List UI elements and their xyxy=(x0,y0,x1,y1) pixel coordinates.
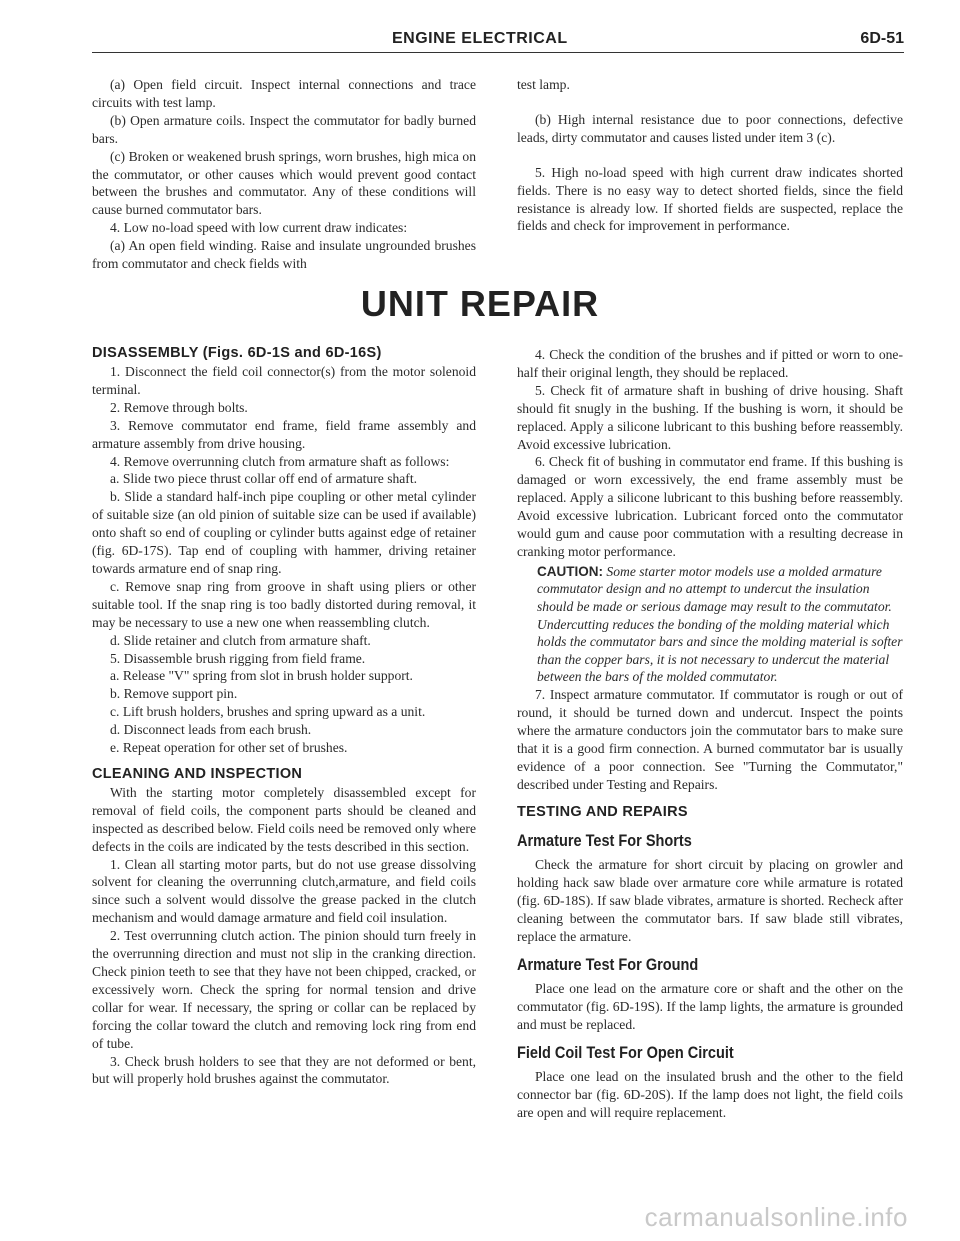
paragraph: b. Remove support pin. xyxy=(110,686,238,702)
top-right-column xyxy=(517,76,903,235)
disassembly-heading: DISASSEMBLY (Figs. 6D-1S and 6D-16S) xyxy=(92,345,382,361)
paragraph: 1. Disconnect the field coil connector(s) from the motor solenoid terminal. xyxy=(92,364,476,397)
paragraph: 5. Disassemble brush rigging from field frame. xyxy=(110,650,366,666)
paragraph: 4. Low no-load speed with low current draw indicates: xyxy=(110,220,408,236)
header-title: ENGINE ELECTRICAL xyxy=(392,30,568,47)
caution-note xyxy=(537,563,903,686)
paragraph: (b) Open armature coils. Inspect the commutator for badly burned bars. xyxy=(92,112,476,146)
paragraph: d. Disconnect leads from each brush. xyxy=(110,722,312,738)
page-header xyxy=(92,30,904,53)
testing-heading: TESTING AND REPAIRS xyxy=(517,804,688,821)
shorts-heading: Armature Test For Shorts xyxy=(517,832,692,851)
paragraph: 5. Check fit of armature shaft in bushing of drive housing. Shaft should fit snugly in the bushing. If the bushing is worn, it should be replaced. Apply a silicone lubricant to this bushing before reassembly. Avoid excessive lubrication. xyxy=(517,382,903,452)
lower-right-column xyxy=(517,346,903,1121)
paragraph: (a) Open field circuit. Inspect internal connections and trace circuits with test lamp. xyxy=(92,77,476,110)
section-title: UNIT REPAIR xyxy=(360,283,600,324)
paragraph: a. Release "V" spring from slot in brush holder support. xyxy=(110,668,413,684)
paragraph: Place one lead on the armature core or shaft and the other on the commutator (fig. 6D-19S). If the lamp lights, the armature is grounded and must be replaced. xyxy=(517,981,903,1032)
watermark: carmanualsonline.info xyxy=(644,1202,908,1232)
paragraph: Check the armature for short circuit by placing on growler and holding hack saw blade over armature core while armature is rotated (fig. 6D-18S). If saw blade vibrates, armature is shorted. Recheck after cleaning between the commutator bars. If saw blade still vibrates, replace the armature. xyxy=(517,857,903,945)
paragraph: c. Remove snap ring from groove in shaft using pliers or other suitable tool. If the snap ring is too badly distorted during removal, it may be necessary to use a new one when reassembling clutch. xyxy=(92,578,476,630)
caution-text: Some starter motor models use a molded armature commutator design and no attempt to undercut the insulation should be made or serious damage may result to the commutator. Undercutting reduces the bonding of the molding material which holds the commutator bars and since the molding material is softer than the copper bars, it is not necessary to undercut the material between the bars of the molded commutator. xyxy=(537,563,903,685)
paragraph: e. Repeat operation for other set of brushes. xyxy=(110,740,348,756)
paragraph: c. Lift brush holders, brushes and spring upward as a unit. xyxy=(110,704,426,720)
ground-heading: Armature Test For Ground xyxy=(517,956,699,974)
paragraph: 1. Clean all starting motor parts, but do not use grease dissolving solvent for cleaning the overrunning clutch,armature, and field coils since such a solvent would dissolve the grease packed in the clutch mechanism and would damage armature and field coil insulation. xyxy=(92,856,476,926)
paragraph: (b) High internal resistance due to poor connections, defective leads, dirty commutator and causes listed under item 3 (c). xyxy=(517,111,903,145)
paragraph: (c) Broken or weakened brush springs, worn brushes, high mica on the commutator, or other causes which would prevent good contact between the brushes and commutator. Any of these conditions will cause burned commutator bars. xyxy=(92,148,476,218)
paragraph: b. Slide a standard half-inch pipe coupling or other metal cylinder of suitable size (an old pinion of suitable size can be used if available) onto shaft so end of coupling or cylinder butts against edge of retainer (fig. 6D-17S). Tap end of coupling with hammer, driving retainer towards armature end of snap ring. xyxy=(92,489,476,576)
paragraph: 3. Remove commutator end frame, field frame assembly and armature assembly from drive housing. xyxy=(92,417,476,451)
paragraph: 5. High no-load speed with high current draw indicates shorted fields. There is no easy way to detect shorted fields, since the field resistance is already low. If shorted fields are suspected, replace the fields and check for improvement in performance. xyxy=(517,164,903,234)
paragraph: 7. Inspect armature commutator. If commutator is rough or out of round, it should be turned down and undercut. Inspect the points where the armature conductors join the commutator bars to make sure that it is a good firm connection. A burned commutator bar is usually evidence of a poor connection. See "Turning the Commutator," described under Testing and Repairs. xyxy=(517,687,903,792)
paragraph: (a) An open field winding. Raise and insulate ungrounded brushes from commutator and check fields with xyxy=(92,238,476,272)
lower-left-column xyxy=(92,344,476,1088)
paragraph: 4. Remove overrunning clutch from armature shaft as follows: xyxy=(110,453,450,469)
paragraph: d. Slide retainer and clutch from armature shaft. xyxy=(110,632,371,648)
paragraph: 2. Test overrunning clutch action. The pinion should turn freely in the overrunning direction and must not slip in the cranking direction. Check pinion teeth to see that they have not been chipped, cracked, or excessively worn. Check the spring for normal tension and drive collar for wear. If necessary, the spring or collar can be replaced by forcing the collar toward the clutch and removing lock ring from end of tube. xyxy=(92,928,476,1051)
top-left-column xyxy=(92,76,476,273)
paragraph: test lamp. xyxy=(517,77,570,92)
cleaning-heading: CLEANING AND INSPECTION xyxy=(92,765,303,782)
field-coil-heading: Field Coil Test For Open Circuit xyxy=(517,1043,734,1062)
paragraph: 6. Check fit of bushing in commutator end frame. If this bushing is damaged or worn excessively, the end frame assembly must be replaced. Apply a silicone lubricant to this bushing before reassembly. Avoid excessive lubrication. Lubricant forced onto the commutator would gum and cause poor commutation with a resulting decrease in cranking motor performance. xyxy=(517,454,903,559)
page-number: 6D-51 xyxy=(860,30,904,47)
paragraph: With the starting motor completely disassembled except for removal of field coils, the component parts should be cleaned and inspected as described below. Field coils need be removed only where defects in the coils are indicated by the tests described in this section. xyxy=(92,784,476,854)
caution-label: CAUTION: xyxy=(537,563,603,579)
paragraph: 2. Remove through bolts. xyxy=(110,399,248,415)
paragraph: 3. Check brush holders to see that they are not deformed or bent, but will properly hold brushes against the commutator. xyxy=(92,1053,476,1087)
paragraph: Place one lead on the insulated brush and the other to the field connector bar (fig. 6D-20S). If the lamp does not light, the field coils are open and will require replacement. xyxy=(517,1068,903,1120)
paragraph: a. Slide two piece thrust collar off end of armature shaft. xyxy=(110,471,418,487)
paragraph: 4. Check the condition of the brushes and if pitted or worn to one-half their original length, they should be replaced. xyxy=(517,347,903,380)
